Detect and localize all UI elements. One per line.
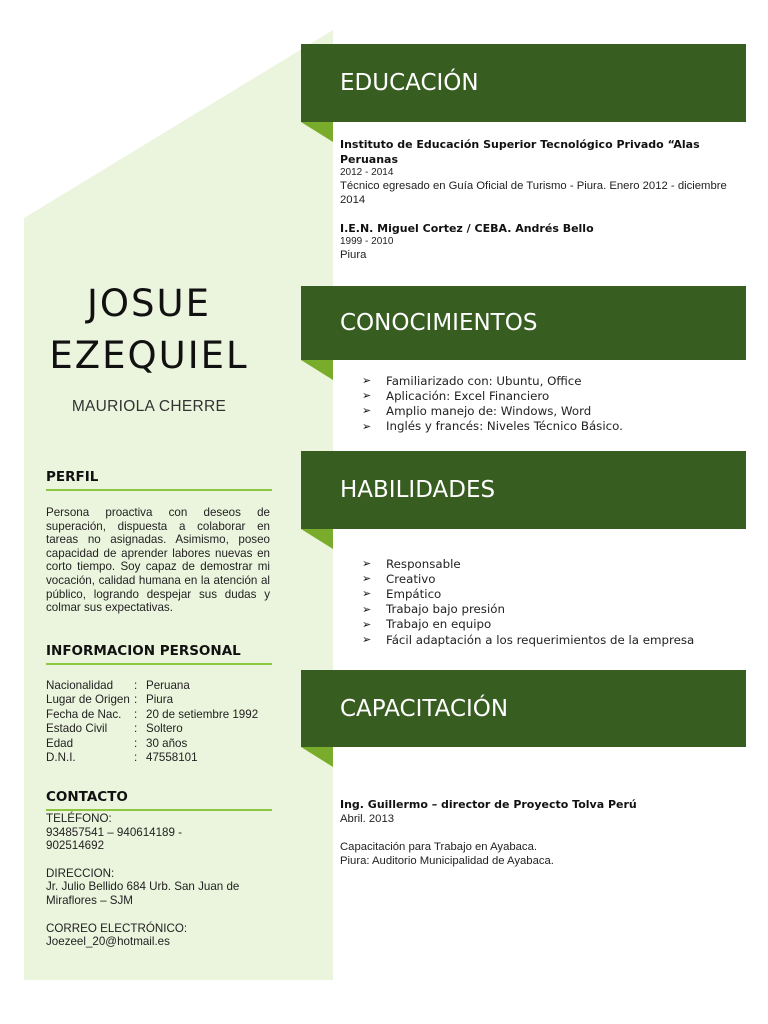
capacitacion-entry [340,797,730,868]
list-item [362,617,742,632]
info-value: 47558101 [146,750,198,764]
info-separator: : [134,736,138,750]
capacitacion-line2: Piura: Auditorio Municipalidad de Ayabaca. [340,855,554,867]
info-separator: : [134,722,138,736]
perfil-text: Persona proactiva con deseos de superación, dispuesta a colaborar en tareas no asignadas. Asimismo, poseo capacidad de aprender labores nuevas en corto tiempo. Soy capaz de demostrar mi vocación, calidad humana en la atención al público, logrando despejar sus dudas y colmar sus expectativas. [46,506,270,615]
education-years: 2012 - 2014 [340,167,394,178]
arrowhead-right-icon: ➢ [362,602,372,616]
email-value: Joezeel_20@hotmail.es [46,935,170,949]
educacion-bar: EDUCACIÓN [301,44,746,122]
info-table [46,679,270,765]
info-label: Fecha de Nac. [46,707,122,721]
list-item [362,632,742,647]
info-label: Nacionalidad [46,679,114,692]
contacto-heading: CONTACTO [46,789,272,811]
list-item-text: Fácil adaptación a los requerimientos de la empresa [386,632,695,647]
education-institution: Instituto de Educación Superior Tecnológico Privado “Alas Peruanas [340,138,700,166]
capacitacion-fold [301,747,333,767]
info-row [46,722,270,736]
info-label: Lugar de Origen [46,693,130,707]
list-item-text: Trabajo en equipo [386,617,492,632]
education-entry [340,221,730,262]
info-label: Edad [46,736,74,750]
list-item [362,602,742,617]
list-item-text: Inglés y francés: Niveles Técnico Básico. [386,419,623,434]
arrowhead-right-icon: ➢ [362,557,372,571]
list-item-text: Aplicación: Excel Financiero [386,388,550,403]
info-separator: : [134,679,138,692]
name-surname: MAURIOLA CHERRE [71,398,227,415]
info-row [46,708,270,722]
list-item-text: Creativo [386,571,436,586]
arrowhead-right-icon: ➢ [362,572,372,586]
list-item [362,556,742,571]
info-label: D.N.I. [46,750,76,764]
info-row [46,693,270,707]
arrowhead-right-icon: ➢ [362,633,372,647]
info-value: 20 de setiembre 1992 [146,707,259,721]
info-row [46,679,270,693]
list-item-text: Responsable [386,556,461,571]
arrowhead-right-icon: ➢ [362,389,372,403]
address-value: Jr. Julio Bellido 684 Urb. San Juan de Miraflores – SJM [46,880,240,907]
list-item [362,373,742,388]
info-separator: : [134,707,138,721]
info-row [46,751,270,765]
info-row [46,737,270,751]
perfil-heading: PERFIL [46,469,272,491]
name-last: EZEQUIEL [49,334,249,377]
educacion-fold [301,122,333,142]
info-separator: : [134,693,138,707]
arrowhead-right-icon: ➢ [362,617,372,631]
list-item [362,586,742,601]
list-item-text: Amplio manejo de: Windows, Word [386,403,592,418]
info-value: Soltero [146,722,183,736]
education-entry [340,137,730,207]
list-item-text: Empático [386,586,442,601]
capacitacion-line1: Capacitación para Trabajo en Ayabaca. [340,841,537,853]
conocimientos-list [362,373,742,434]
arrowhead-right-icon: ➢ [362,587,372,601]
conocimientos-bar: CONOCIMIENTOS [301,286,746,360]
info-separator: : [134,750,138,764]
habilidades-list [362,556,742,647]
education-institution: I.E.N. Miguel Cortez / CEBA. Andrés Bello [340,222,594,235]
list-item [362,419,742,434]
list-item [362,403,742,418]
info-heading: INFORMACION PERSONAL [46,643,272,665]
capacitacion-title: Ing. Guillermo – director de Proyecto Tolva Perú [340,798,637,811]
capacitacion-date: Abril. 2013 [340,813,395,825]
arrowhead-right-icon: ➢ [362,374,372,388]
education-years: 1999 - 2010 [340,236,394,247]
list-item-text: Familiarizado con: Ubuntu, Office [386,373,582,388]
address-label: DIRECCION: [46,866,115,880]
phone-label: TELÉFONO: [46,812,112,825]
arrowhead-right-icon: ➢ [362,404,372,418]
phone-value: 934857541 – 940614189 - 902514692 [46,825,183,853]
education-detail: Piura [340,249,367,261]
list-item [362,388,742,403]
name-first: JOSUE [87,282,211,325]
info-value: Peruana [146,679,190,692]
capacitacion-bar: CAPACITACIÓN [301,670,746,747]
list-item [362,571,742,586]
arrowhead-right-icon: ➢ [362,419,372,433]
education-detail: Técnico egresado en Guía Oficial de Turismo - Piura. Enero 2012 - diciembre 2014 [340,180,727,206]
contacto-block [46,812,270,949]
habilidades-fold [301,529,333,549]
habilidades-bar: HABILIDADES [301,451,746,529]
info-label: Estado Civil [46,722,108,736]
info-value: Piura [146,693,174,707]
info-value: 30 años [146,736,188,750]
email-label: CORREO ELECTRÓNICO: [46,921,188,935]
conocimientos-fold [301,360,333,380]
list-item-text: Trabajo bajo presión [386,602,505,617]
